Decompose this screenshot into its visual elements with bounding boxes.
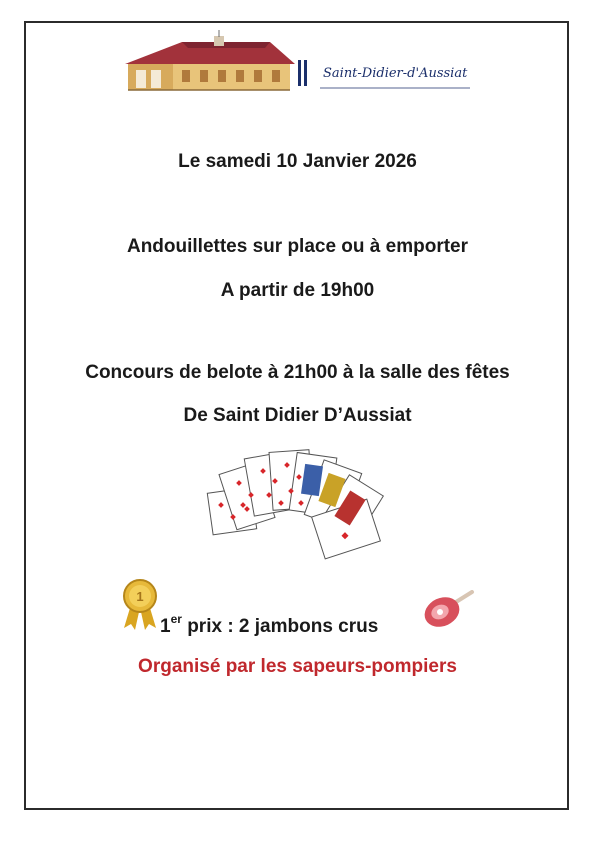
playing-cards-fan-icon (205, 445, 395, 565)
organizer: Organisé par les sapeurs-pompiers (138, 656, 457, 677)
logo-text: Saint-Didier-d'Aussiat (323, 66, 468, 81)
gold-medal-icon (118, 578, 162, 632)
prize-description: prix : 2 jambons crus (181, 616, 379, 637)
prize-text (160, 612, 378, 638)
ham-icon (422, 590, 476, 630)
food-info: Andouillettes sur place ou à emporter (126, 236, 469, 257)
venue-info: De Saint Didier D’Aussiat (183, 405, 412, 426)
start-time: A partir de 19h00 (220, 280, 375, 301)
prize-rank: 1 (160, 616, 171, 637)
town-hall-logo (120, 30, 480, 94)
event-date: Le samedi 10 Janvier 2026 (178, 151, 417, 172)
contest-info: Concours de belote à 21h00 à la salle des fêtes (85, 362, 510, 383)
svg-text:1: 1 (136, 589, 144, 604)
prize-rank-suffix: er (170, 612, 182, 626)
